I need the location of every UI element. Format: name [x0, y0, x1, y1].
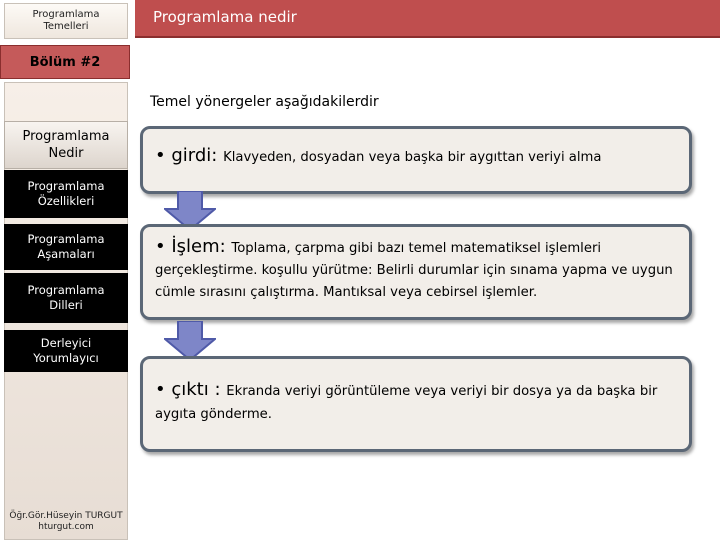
sidebar-item-asamalari[interactable]: [4, 224, 128, 270]
sidebar-item-label: Programlama: [27, 283, 105, 297]
step-description: Toplama, çarpma gibi bazı temel matematiksel işlemleri gerçekleştirme. koşullu yürütme: Belirli durumlar için sınama yapma ve uygun cümle sırasını çalıştırma. Mantıksal veya cebirsel işlemler.: [155, 241, 673, 300]
sidebar-item-label: Derleyici: [40, 336, 92, 350]
step-description: Klavyeden, dosyadan veya başka bir aygıttan veriyi alma: [223, 150, 602, 165]
sidebar-item-label: Nedir: [48, 146, 84, 161]
slide-title: Programlama nedir: [135, 0, 720, 38]
sidebar-item-ozellikleri[interactable]: [4, 170, 128, 218]
author-credit: [4, 506, 128, 538]
sidebar-item-label: Yorumlayıcı: [33, 351, 99, 365]
sidebar-item-label: Dilleri: [49, 298, 83, 312]
sidebar-item-nedir[interactable]: [4, 121, 128, 169]
step-term: • girdi:: [155, 145, 224, 166]
step-term: • İşlem:: [155, 236, 232, 257]
chapter-label: Bölüm #2: [0, 45, 130, 79]
step-description: Ekranda veriyi görüntüleme veya veriyi bir dosya ya da başka bir aygıta gönderme.: [155, 384, 658, 422]
sidebar-item-label: Aşamaları: [37, 247, 95, 261]
content-heading: Temel yönergeler aşağıdakilerdir: [150, 94, 379, 110]
step-box-girdi: [140, 126, 692, 194]
step-term: • çıktı :: [155, 379, 227, 400]
step-box-cikti: [140, 356, 692, 452]
sidebar-item-dilleri[interactable]: [4, 273, 128, 323]
sidebar-item-label: Programlama: [27, 179, 105, 193]
course-title-line2: Temelleri: [43, 21, 89, 32]
course-title: [4, 3, 128, 39]
author-website: hturgut.com: [38, 522, 94, 532]
course-title-line1: Programlama: [32, 9, 100, 20]
sidebar-item-label: Programlama: [22, 129, 110, 144]
sidebar-item-derleyici[interactable]: [4, 330, 128, 372]
step-box-islem: [140, 224, 692, 320]
down-arrow-icon: [164, 321, 216, 361]
author-name: Öğr.Gör.Hüseyin TURGUT: [9, 511, 123, 521]
sidebar-item-label: Programlama: [27, 232, 105, 246]
sidebar-item-label: Özellikleri: [37, 194, 95, 208]
